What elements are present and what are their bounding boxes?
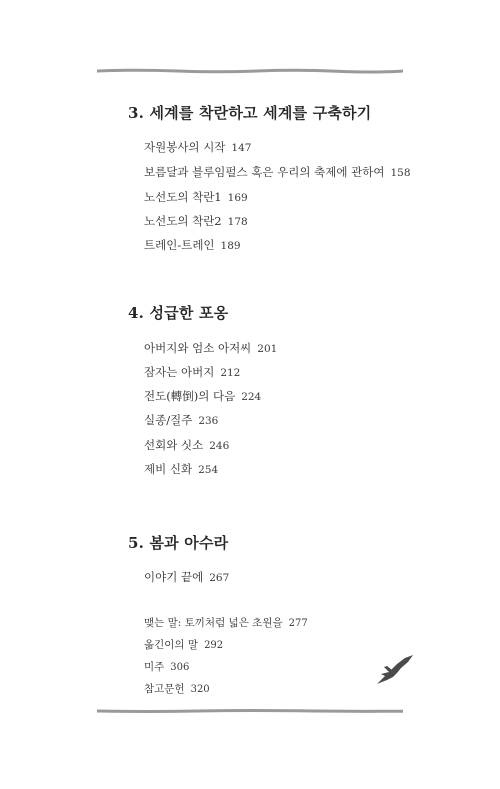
toc-entry[interactable] xyxy=(144,569,229,585)
toc-entry-title: 맺는 말: 토끼처럼 넓은 초원을 xyxy=(144,617,283,629)
toc-back-matter-entry[interactable] xyxy=(144,637,223,652)
toc-entry-title: 선회와 싯소 xyxy=(144,438,204,452)
toc-entry-page: 254 xyxy=(198,464,219,476)
toc-entry-page: 292 xyxy=(204,640,224,651)
toc-entry-page: 178 xyxy=(227,216,248,228)
toc-entry-title: 보름달과 블루임펄스 혹은 우리의 축제에 관하여 xyxy=(144,165,385,179)
toc-entry-title: 노선도의 착란2 xyxy=(144,214,222,228)
toc-entry-title: 참고문헌 xyxy=(144,683,185,695)
toc-entry-title: 잠자는 아버지 xyxy=(144,365,215,379)
section-title: 5. 봄과 아수라 xyxy=(128,534,229,552)
toc-entry-title: 이야기 끝에 xyxy=(144,570,204,584)
toc-entry[interactable] xyxy=(144,164,411,180)
toc-entry-page: 158 xyxy=(390,167,411,179)
toc-entry-title: 아버지와 엄소 아저씨 xyxy=(144,341,252,355)
section-title: 3. 세계를 착란하고 세계를 구축하기 xyxy=(128,104,372,122)
toc-entry-page: 236 xyxy=(198,415,219,427)
toc-entry[interactable] xyxy=(144,437,229,453)
toc-entry-page: 306 xyxy=(170,662,190,673)
toc-back-matter-entry[interactable] xyxy=(144,615,308,630)
toc-entry-page: 246 xyxy=(209,440,230,452)
toc-entry-page: 224 xyxy=(241,391,262,403)
toc-entry[interactable] xyxy=(144,388,261,404)
bird-icon xyxy=(375,654,415,686)
toc-entry[interactable] xyxy=(144,189,248,205)
toc-back-matter-entry[interactable] xyxy=(144,681,210,696)
toc-entry[interactable] xyxy=(144,412,218,428)
toc-entry-page: 320 xyxy=(190,684,210,695)
toc-entry-title: 자원봉사의 시작 xyxy=(144,140,226,154)
toc-entry[interactable] xyxy=(144,461,218,477)
toc-entry-title: 노선도의 착란1 xyxy=(144,190,222,204)
top-divider xyxy=(97,68,403,74)
toc-entry[interactable] xyxy=(144,213,248,229)
toc-entry[interactable] xyxy=(144,139,251,155)
toc-entry-page: 277 xyxy=(288,618,308,629)
toc-entry-title: 미주 xyxy=(144,661,165,673)
toc-entry-title: 전도(轉倒)의 다음 xyxy=(144,389,236,403)
toc-entry-page: 189 xyxy=(220,240,241,252)
toc-entry-title: 옮긴이의 말 xyxy=(144,639,199,651)
toc-entry[interactable] xyxy=(144,237,241,253)
toc-entry[interactable] xyxy=(144,364,240,380)
toc-entry-title: 제비 신화 xyxy=(144,462,193,476)
bottom-divider xyxy=(97,708,403,714)
toc-entry-page: 212 xyxy=(220,367,241,379)
toc-entry-page: 201 xyxy=(257,343,278,355)
toc-back-matter-entry[interactable] xyxy=(144,659,189,674)
toc-entry-title: 트레인-트레인 xyxy=(144,238,215,252)
toc-entry-page: 267 xyxy=(209,572,230,584)
toc-entry[interactable] xyxy=(144,340,277,356)
section-title: 4. 성급한 포옹 xyxy=(128,304,229,322)
toc-entry-page: 169 xyxy=(227,192,248,204)
toc-entry-page: 147 xyxy=(231,142,252,154)
toc-entry-title: 실종/질주 xyxy=(144,413,193,427)
